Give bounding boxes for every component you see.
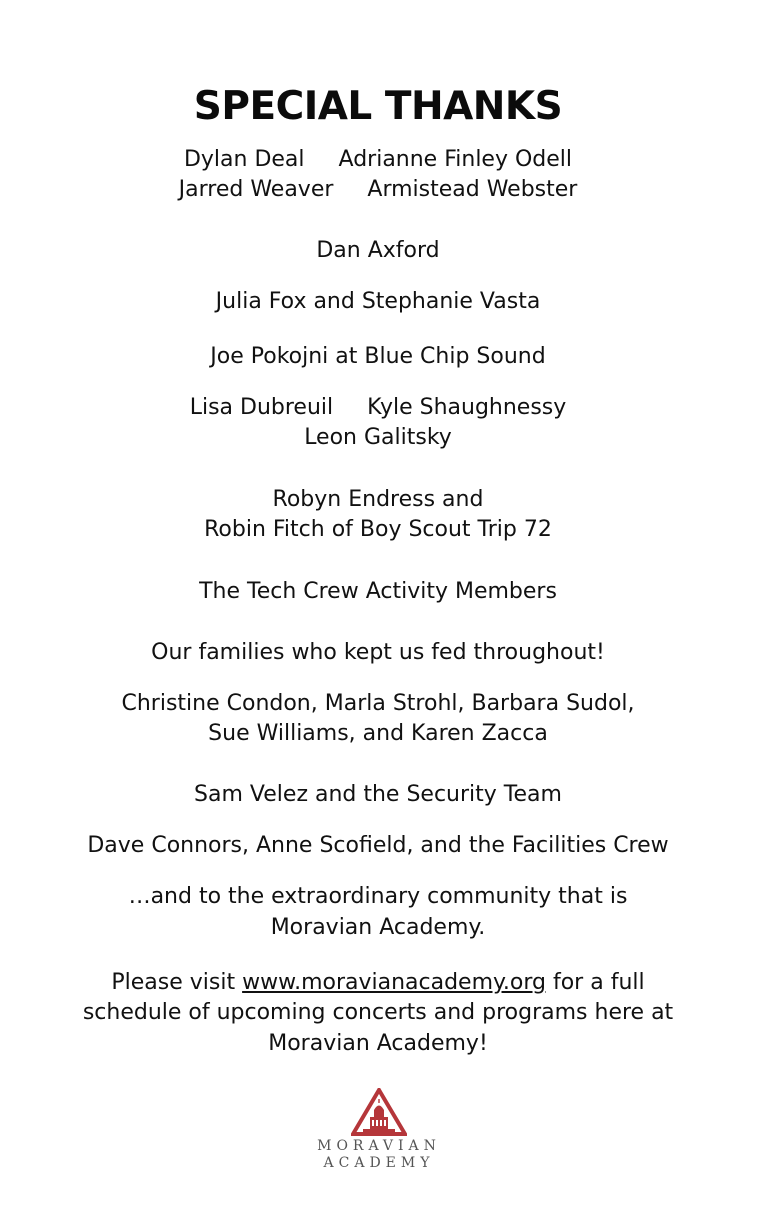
names-row-1 [0, 145, 756, 175]
name-joe-pokojni: Joe Pokojni at Blue Chip Sound [210, 344, 546, 369]
page-title: SPECIAL THANKS [193, 84, 563, 129]
visit-suffix: for a full [545, 970, 645, 995]
logo-text-moravian: MORAVIAN [317, 1138, 441, 1154]
families-line: Our families who kept us fed throughout! [151, 640, 605, 665]
name-julia-fox-stephanie-vasta: Julia Fox and Stephanie Vasta [215, 289, 541, 314]
names-row-lisa-kyle [0, 393, 756, 423]
names-row-2 [0, 175, 756, 205]
visit-line-2: schedule of upcoming concerts and programs here at [82, 1000, 674, 1025]
christine-line-1: Christine Condon, Marla Strohl, Barbara Sudol, [121, 691, 635, 716]
name-lisa-dubreuil: Lisa Dubreuil [189, 395, 334, 420]
security-team-line: Sam Velez and the Security Team [194, 782, 562, 807]
name-robin-fitch: Robin Fitch of Boy Scout Trip 72 [204, 517, 552, 542]
name-armistead-webster: Armistead Webster [367, 177, 578, 202]
tech-crew-line: The Tech Crew Activity Members [199, 579, 557, 604]
name-dan-axford: Dan Axford [316, 238, 440, 263]
website-link[interactable]: www.moravianacademy.org [242, 970, 546, 995]
christine-line-2: Sue Williams, and Karen Zacca [208, 721, 548, 746]
name-kyle-shaughnessy: Kyle Shaughnessy [367, 395, 567, 420]
visit-line-1 [0, 968, 756, 998]
moravian-academy-logo [306, 1086, 452, 1176]
name-jarred-weaver: Jarred Weaver [178, 177, 334, 202]
logo-text-academy: ACADEMY [323, 1155, 435, 1171]
visit-line-3: Moravian Academy! [268, 1031, 488, 1056]
community-line-2: Moravian Academy. [270, 915, 486, 940]
visit-prefix: Please visit [111, 970, 243, 995]
name-adrianne-finley-odell: Adrianne Finley Odell [338, 147, 573, 172]
name-leon-galitsky: Leon Galitsky [304, 425, 452, 450]
name-robyn-endress: Robyn Endress and [272, 487, 484, 512]
bell-tower-triangle-icon [351, 1088, 407, 1136]
name-dylan-deal: Dylan Deal [183, 147, 305, 172]
facilities-crew-line: Dave Connors, Anne Scofield, and the Facilities Crew [87, 833, 669, 858]
community-line-1: …and to the extraordinary community that is [128, 884, 628, 909]
